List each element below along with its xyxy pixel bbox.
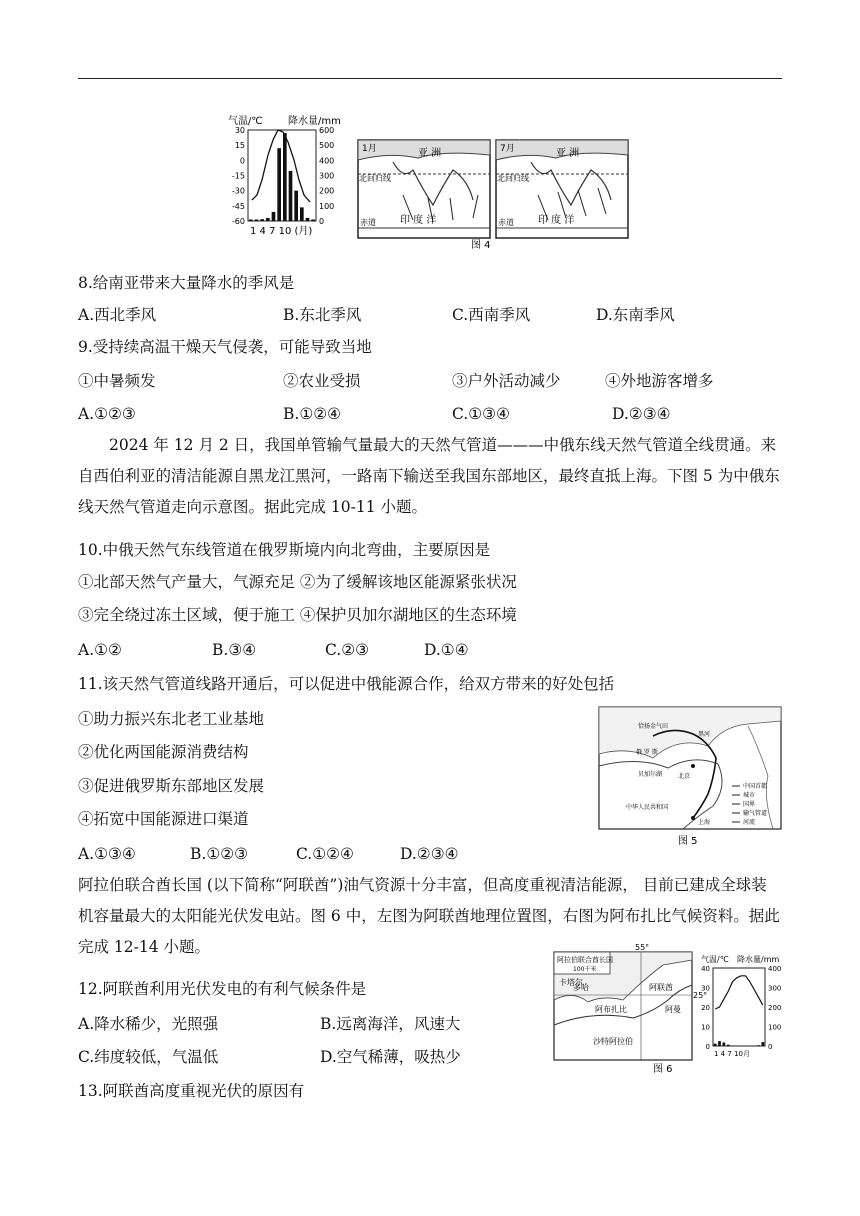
fig6-temp-tick: 20 (701, 1004, 710, 1012)
fig4-jan-equator: 赤道 (360, 218, 376, 227)
q10-option-c[interactable]: C.②③ (325, 641, 370, 659)
fig6-lon: 55° (635, 943, 650, 952)
q9-option-c[interactable]: C.①③④ (452, 405, 510, 423)
q9-item-3: ③户外活动减少 (452, 372, 561, 390)
fig4-temp-label: 气温/℃ (228, 116, 263, 127)
fig5-legend-item: 输气管道 (743, 810, 768, 817)
q9-stem: 9.受持续高温干燥天气侵袭，可能导致当地 (78, 338, 372, 356)
fig6-caption: 图 6 (653, 1064, 673, 1075)
fig6-map-label: 阿曼 (665, 1005, 681, 1014)
q9-item-4: ④外地游客增多 (605, 372, 714, 390)
fig4-map-jul (496, 140, 628, 238)
q12-stem: 12.阿联酋利用光伏发电的有利气候条件是 (78, 980, 367, 998)
fig6-precip-tick: 400 (768, 965, 782, 973)
fig4-precip-tick: 100 (319, 201, 335, 211)
fig4-precip-tick: 200 (319, 186, 335, 196)
fig6-precip-bar (718, 1041, 721, 1046)
q9-item-1: ①中暑频发 (78, 372, 156, 390)
fig6-precip-tick: 0 (768, 1043, 773, 1051)
figure-6 (553, 940, 783, 1075)
fig4-precip-bar (311, 219, 315, 221)
fig4-precip-bar (294, 191, 298, 221)
header-rule (78, 78, 782, 79)
fig5-legend-item: 城市 (743, 792, 756, 799)
fig4-precip-bar (260, 219, 264, 221)
q8-option-a[interactable]: A.西北季风 (78, 306, 157, 324)
fig4-jul-month: 7月 (500, 144, 515, 154)
fig5-label: 上海 (698, 819, 711, 826)
fig6-month-label: 1 4 7 10月 (714, 1050, 750, 1058)
fig4-precip-bar (266, 218, 270, 221)
fig6-temp-tick: 0 (705, 1043, 710, 1051)
q8-option-b[interactable]: B.东北季风 (283, 306, 362, 324)
q9-item-2: ②农业受损 (283, 372, 361, 390)
fig4-jul-ocean: 印 度 洋 (538, 215, 575, 226)
fig4-precip-bars (249, 133, 315, 221)
fig4-precip-bar (300, 207, 304, 221)
q13-stem: 13.阿联酋高度重视光伏的原因有 (78, 1082, 305, 1100)
fig4-precip-bar (249, 219, 253, 221)
fig6-map-label: 沙特阿拉伯 (593, 1037, 633, 1046)
fig6-temp-tick: 40 (701, 965, 710, 973)
fig6-temp-line (715, 976, 763, 1009)
fig4-temp-tick: -15 (231, 171, 245, 181)
fig5-caption: 图 5 (678, 836, 698, 847)
q10-option-d[interactable]: D.①④ (424, 641, 469, 659)
fig6-temp-tick: 30 (701, 984, 710, 993)
q11-option-a[interactable]: A.①③④ (78, 845, 136, 863)
fig5-label: 北京 (678, 773, 691, 780)
fig6-precip-bar (757, 1045, 760, 1046)
fig4-precip-tick: 400 (319, 156, 335, 166)
fig4-precip-bar (306, 218, 310, 221)
fig4-precip-tick: 0 (319, 217, 325, 226)
fig4-temp-tick: -30 (231, 186, 245, 196)
fig4-jan-tropic: 北回归线 (359, 174, 391, 183)
fig4-map-jan (358, 140, 490, 238)
passage-2: 阿拉伯联合酋长国 (以下简称“阿联酋”)油气资源十分丰富，但高度重视清洁能源， 目前已建成全球装机容量最大的太阳能光伏发电站。图 6 中，左图为阿联酋地理位置图，右图为阿布扎比气候资料。据此完成 12-14 小题。 (78, 876, 780, 956)
q11-option-c[interactable]: C.①②④ (296, 845, 354, 863)
fig4-precip-bar (272, 212, 276, 221)
fig6-map-label: 阿联酋 (649, 983, 673, 992)
passage-1: 2024 年 12 月 2 日，我国单管输气量最大的天然气管道———中俄东线天然气管道全线贯通。来自西伯利亚的清洁能源自黑龙江黑河，一路南下输送至我国东部地区，最终直抵上海。下图 5 为中俄东线天然气管道走向示意图。据此完成 10-11 小题。 (78, 436, 780, 516)
q10-items-row-2: ③完全绕过冻土区域，便于施工 ④保护贝加尔湖地区的生态环境 (78, 606, 517, 624)
fig5-label: 黑河 (698, 731, 711, 738)
fig6-map-title: 阿拉伯联合酋长国 (557, 956, 613, 964)
fig4-precip-label: 降水量/mm (288, 116, 341, 127)
fig6-precip-label: 降水量/mm (737, 955, 780, 964)
q11-item-1: ①助力振兴东北老工业基地 (78, 710, 265, 728)
q11-option-d[interactable]: D.②③④ (400, 845, 459, 863)
fig4-precip-tick: 300 (319, 171, 335, 181)
q12-option-a[interactable]: A.降水稀少，光照强 (78, 1015, 219, 1033)
q9-option-a[interactable]: A.①②③ (78, 405, 136, 423)
q11-item-4: ④拓宽中国能源进口渠道 (78, 810, 249, 828)
fig6-precip-tick: 100 (768, 1023, 782, 1032)
q11-item-3: ③促进俄罗斯东部地区发展 (78, 777, 265, 795)
fig5-label: 恰扬金气田 (638, 723, 669, 730)
q10-stem: 10.中俄天然气东线管道在俄罗斯境内向北弯曲，主要原因是 (78, 541, 491, 559)
fig5-label: 贝加尔湖 (638, 771, 663, 778)
fig4-jan-asia: 亚 洲 (418, 148, 442, 159)
fig4-temp-tick: -60 (231, 217, 245, 226)
fig6-precip-tick: 300 (768, 984, 782, 993)
q10-option-b[interactable]: B.③④ (212, 641, 257, 659)
fig4-precip-bar (289, 171, 293, 221)
fig5-legend-item: 河流 (743, 819, 756, 826)
fig6-map-label: 阿布扎比 (595, 1005, 627, 1014)
fig5-label: 中华人民共和国 (626, 804, 669, 811)
fig4-jan-month: 1月 (362, 144, 377, 154)
fig6-precip-bar (714, 1044, 717, 1046)
fig6-lat: 25° (693, 991, 708, 1000)
fig4-precip-bar (283, 133, 287, 221)
q10-items-row-1: ①北部天然气产量大，气源充足 ②为了缓解该地区能源紧张状况 (78, 573, 517, 591)
fig6-map-label: 卡塔尔 (559, 978, 583, 987)
fig4-month-label: 1 4 7 10 (月) (250, 226, 313, 237)
fig4-precip-tick: 500 (319, 141, 335, 151)
fig4-precip-bar (255, 219, 259, 221)
fig5-legend-item: 国界 (743, 801, 756, 808)
figure-5 (598, 706, 782, 850)
fig6-temp-tick: 10 (701, 1023, 710, 1032)
fig4-precip-tick: 600 (319, 126, 335, 135)
fig4-temp-tick: -45 (231, 201, 245, 211)
q12-option-b[interactable]: B.远离海洋，风速大 (320, 1015, 461, 1033)
q11-item-2: ②优化两国能源消费结构 (78, 743, 249, 761)
fig6-map-label: 多哈 (573, 983, 589, 992)
q8-stem: 8.给南亚带来大量降水的季风是 (78, 274, 295, 292)
fig4-jul-equator: 赤道 (498, 218, 514, 227)
fig4-jan-ocean: 印 度 洋 (400, 215, 437, 226)
fig6-precip-tick: 200 (768, 1004, 782, 1012)
fig4-temp-tick: 0 (239, 156, 245, 166)
q8-option-c[interactable]: C.西南季风 (452, 306, 531, 324)
q10-option-a[interactable]: A.①② (78, 641, 122, 659)
fig6-precip-bar (727, 1045, 730, 1046)
fig4-caption: 图 4 (471, 240, 491, 250)
figure-4 (228, 110, 638, 250)
q11-stem: 11.该天然气管道线路开通后，可以促进中俄能源合作，给双方带来的好处包括 (78, 675, 615, 693)
fig6-precip-bar (761, 1042, 764, 1046)
fig4-precip-bar (277, 148, 281, 221)
fig6-map (554, 943, 707, 1060)
fig5-legend-item: 中国首都 (743, 783, 768, 790)
q9-option-b[interactable]: B.①②④ (283, 405, 342, 423)
fig4-jul-asia: 亚 洲 (556, 148, 580, 159)
fig6-precip-bar (722, 1042, 725, 1046)
q12-option-d[interactable]: D.空气稀薄，吸热少 (320, 1048, 461, 1066)
fig4-temp-tick: 15 (234, 141, 245, 151)
fig5-label: 俄 罗 斯 (636, 749, 658, 756)
fig4-temp-tick: 30 (234, 126, 245, 135)
fig6-temp-label: 气温/℃ (701, 955, 729, 964)
q9-option-d[interactable]: D.②③④ (612, 405, 671, 423)
q8-option-d[interactable]: D.东南季风 (596, 306, 675, 324)
q12-option-c[interactable]: C.纬度较低，气温低 (78, 1048, 219, 1066)
q11-option-b[interactable]: B.①②③ (190, 845, 249, 863)
fig4-jul-tropic: 北回归线 (497, 174, 529, 183)
fig6-map-scale: 100千米 (573, 966, 597, 973)
